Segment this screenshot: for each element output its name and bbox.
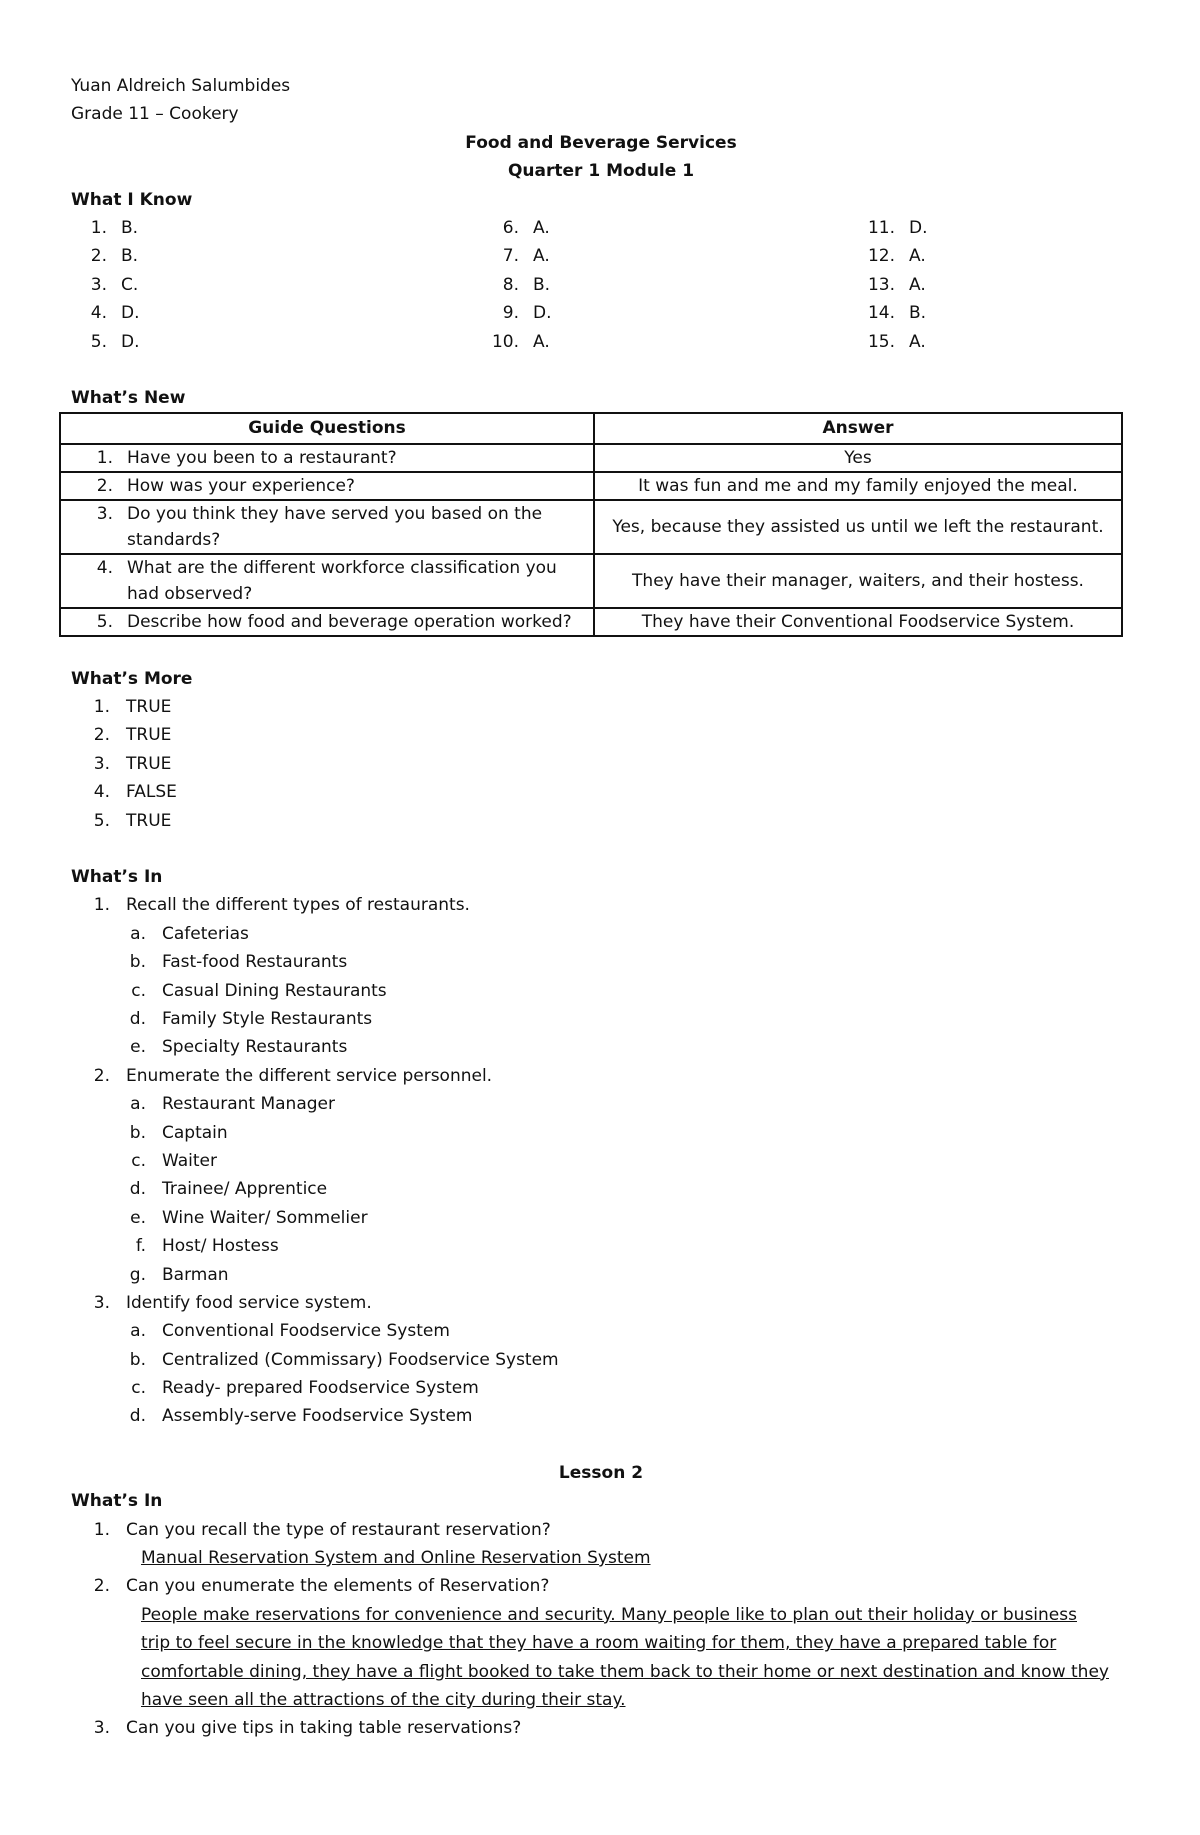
list-item: 2. Enumerate the different service personnel. xyxy=(93,1065,493,1086)
list-item: 1. Recall the different types of restaurants. xyxy=(93,895,470,916)
list-item: 2. TRUE xyxy=(93,725,172,746)
column-header-answer: Answer xyxy=(594,413,1122,443)
answer-item: 7. A. xyxy=(502,246,550,267)
answer-item: 12. A. xyxy=(867,246,926,267)
sub-list-item: f. Host/ Hostess xyxy=(135,1236,279,1257)
sub-list-item: a. Cafeterias xyxy=(130,923,249,944)
table-row: 3. Do you think they have served you based on the standards? Yes, because they assisted us until we left the restaurant. xyxy=(60,500,1122,554)
whats-in-heading: What’s In xyxy=(71,867,163,888)
table-row: 4. What are the different workforce classification you had observed? They have their manager, waiters, and their hostess. xyxy=(60,554,1122,608)
answer-item: 14. B. xyxy=(867,303,927,324)
sub-list-item: a. Conventional Foodservice System xyxy=(130,1321,450,1342)
document-title: Food and Beverage Services xyxy=(465,132,737,153)
lesson-2-title: Lesson 2 xyxy=(558,1462,644,1483)
question-text: How was your experience? xyxy=(127,475,355,496)
sub-list-item: e. Wine Waiter/ Sommelier xyxy=(130,1207,368,1228)
answer-text: It was fun and me and my family enjoyed the meal. xyxy=(594,472,1122,500)
list-item: 5. TRUE xyxy=(93,810,172,831)
answer-column-2 xyxy=(483,214,855,356)
answer-item: 6. A. xyxy=(502,217,550,238)
question-text: Do you think they have served you based on the standards? xyxy=(127,503,543,550)
table-row: 1. Have you been to a restaurant? Yes xyxy=(60,444,1122,472)
lesson-2-heading: What’s In xyxy=(71,1491,163,1512)
student-name: Yuan Aldreich Salumbides xyxy=(71,76,291,96)
answer-item: 9. D. xyxy=(502,303,552,324)
what-i-know-answers xyxy=(71,214,1131,356)
list-item: 3. Identify food service system. xyxy=(93,1292,372,1313)
sub-list-item: c. Casual Dining Restaurants xyxy=(131,980,387,1001)
answer-paragraph: People make reservations for convenience and security. Many people like to plan out their holiday or business trip to feel secure in the knowledge that they have a room waiting for them, they have a prepared table for comfortable dining, they have a flight booked to take them back to their home or next destination and know they have seen all the attractions of the city during their stay. xyxy=(141,1604,1109,1711)
answer-item: 15. A. xyxy=(867,331,926,352)
sub-list-item: a. Restaurant Manager xyxy=(130,1094,335,1115)
table-row: 5. Describe how food and beverage operation worked? They have their Conventional Foodservice System. xyxy=(60,608,1122,636)
answer-item: 11. D. xyxy=(867,217,928,238)
answer-item: 8. B. xyxy=(502,274,551,295)
whats-new-heading: What’s New xyxy=(71,387,186,408)
answer-item: 4. D. xyxy=(90,303,140,324)
sub-list-item: b. Fast-food Restaurants xyxy=(129,952,348,973)
sub-list-item: d. Assembly-serve Foodservice System xyxy=(129,1406,473,1427)
answer-text: Yes, because they assisted us until we left the restaurant. xyxy=(594,500,1122,554)
answer-text: They have their Conventional Foodservice System. xyxy=(594,608,1122,636)
answer-item: 10. A. xyxy=(491,331,550,352)
whats-more-heading: What’s More xyxy=(71,668,193,689)
answer-item: 13. A. xyxy=(867,274,926,295)
sub-list-item: g. Barman xyxy=(129,1264,229,1285)
answer-column-3 xyxy=(855,214,1115,356)
question-text: Have you been to a restaurant? xyxy=(127,447,397,468)
table-row: 2. How was your experience? It was fun and me and my family enjoyed the meal. xyxy=(60,472,1122,500)
guide-questions-table xyxy=(59,412,1123,636)
sub-list-item: b. Captain xyxy=(129,1122,228,1143)
answer-item: 2. B. xyxy=(90,246,139,267)
answer-item: 3. C. xyxy=(90,274,139,295)
sub-list-item: d. Family Style Restaurants xyxy=(129,1009,373,1029)
question-text: Describe how food and beverage operation worked? xyxy=(127,611,572,632)
answer-paragraph: Manual Reservation System and Online Reservation System xyxy=(141,1548,651,1569)
sub-list-item: c. Ready- prepared Foodservice System xyxy=(131,1378,479,1399)
grade-label: Grade 11 – Cookery xyxy=(71,104,239,125)
document-page xyxy=(71,72,1131,1743)
lesson-2-list xyxy=(71,1516,1131,1743)
answer-column-1 xyxy=(71,214,483,356)
list-item: 1. Can you recall the type of restaurant reservation? xyxy=(93,1519,551,1540)
whats-more-list xyxy=(71,693,1131,835)
list-item: 2. Can you enumerate the elements of Reservation? xyxy=(93,1576,550,1597)
sub-list-item: c. Waiter xyxy=(131,1150,217,1171)
list-item: 4. FALSE xyxy=(93,782,177,803)
whats-in-list xyxy=(71,891,1131,1430)
sub-list-item: b. Centralized (Commissary) Foodservice System xyxy=(129,1349,559,1370)
answer-text: They have their manager, waiters, and their hostess. xyxy=(594,554,1122,608)
list-item: 3. TRUE xyxy=(93,753,172,774)
sub-list-item: d. Trainee/ Apprentice xyxy=(129,1179,328,1200)
document-subtitle: Quarter 1 Module 1 xyxy=(507,161,695,182)
list-item: 1. TRUE xyxy=(93,697,172,718)
list-item: 3. Can you give tips in taking table reservations? xyxy=(93,1718,522,1739)
answer-item: 1. B. xyxy=(90,217,139,238)
what-i-know-heading: What I Know xyxy=(71,189,193,210)
answer-text: Yes xyxy=(594,444,1122,472)
answer-item: 5. D. xyxy=(90,331,140,352)
sub-list-item: e. Specialty Restaurants xyxy=(130,1037,348,1058)
column-header-questions: Guide Questions xyxy=(60,413,594,443)
question-text: What are the different workforce classification you had observed? xyxy=(127,557,557,604)
